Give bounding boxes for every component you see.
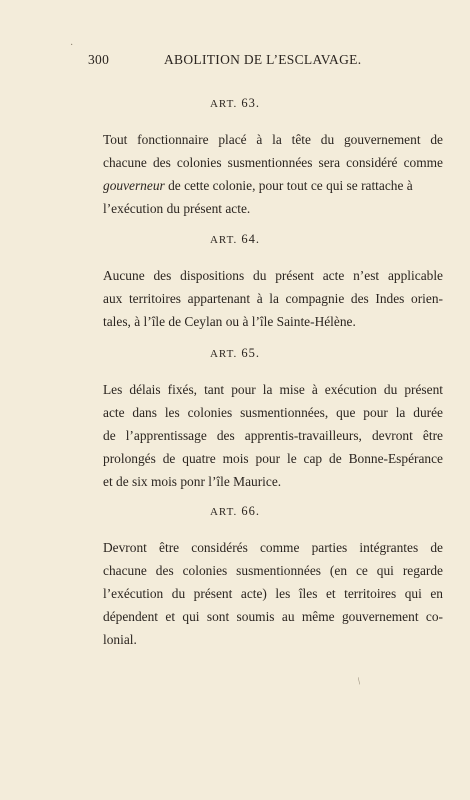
text-line: Tout fonctionnaire placé à la tête du gouvernement de <box>103 132 443 147</box>
text-line: gouverneur de cette colonie, pour tout ce qui se rattache à <box>103 178 413 193</box>
text-line: Les délais fixés, tant pour la mise à exécution du présent <box>103 382 443 397</box>
text-line: aux territoires appartenant à la compagnie des Indes orien- <box>103 291 443 306</box>
text-line: dépendent et qui sont soumis au même gouvernement co- <box>103 609 443 624</box>
text-line: chacune des colonies susmentionnées sera considéré comme <box>103 155 443 170</box>
text-line: lonial. <box>103 632 137 647</box>
text-line: prolongés de quatre mois pour le cap de Bonne-Espérance <box>103 451 443 466</box>
article-66-heading: ART. 66. <box>209 504 261 518</box>
text-line: Devront être considérés comme parties intégrantes de <box>103 540 443 555</box>
text-line: chacune des colonies susmentionnées (en ce qui regarde <box>103 563 443 578</box>
running-title: ABOLITION DE L’ESCLAVAGE. <box>164 52 362 67</box>
article-66-text <box>103 536 443 651</box>
paper-speck: · <box>70 40 74 51</box>
article-64-text <box>103 264 443 333</box>
text-line: l’exécution du présent acte. <box>103 201 251 216</box>
text-line: acte dans les colonies susmentionnées, que pour la durée <box>103 405 443 420</box>
article-63-heading: ART. 63. <box>209 96 261 110</box>
article-65-heading: ART. 65. <box>209 346 261 360</box>
text-line: de l’apprentissage des apprentis-travailleurs, devront être <box>103 428 443 443</box>
text-line: et de six mois ponr l’île Maurice. <box>103 474 282 489</box>
page-number: 300 <box>88 52 110 67</box>
text-line: tales, à l’île de Ceylan ou à l’île Sainte-Hélène. <box>103 314 356 329</box>
paper-speck: / <box>355 676 364 687</box>
text-line: Aucune des dispositions du présent acte n’est applicable <box>103 268 443 283</box>
article-64-heading: ART. 64. <box>209 232 261 246</box>
article-63-text <box>103 128 443 220</box>
text-line: l’exécution du présent acte) les îles et territoires qui en <box>103 586 443 601</box>
article-65-text <box>103 378 443 493</box>
